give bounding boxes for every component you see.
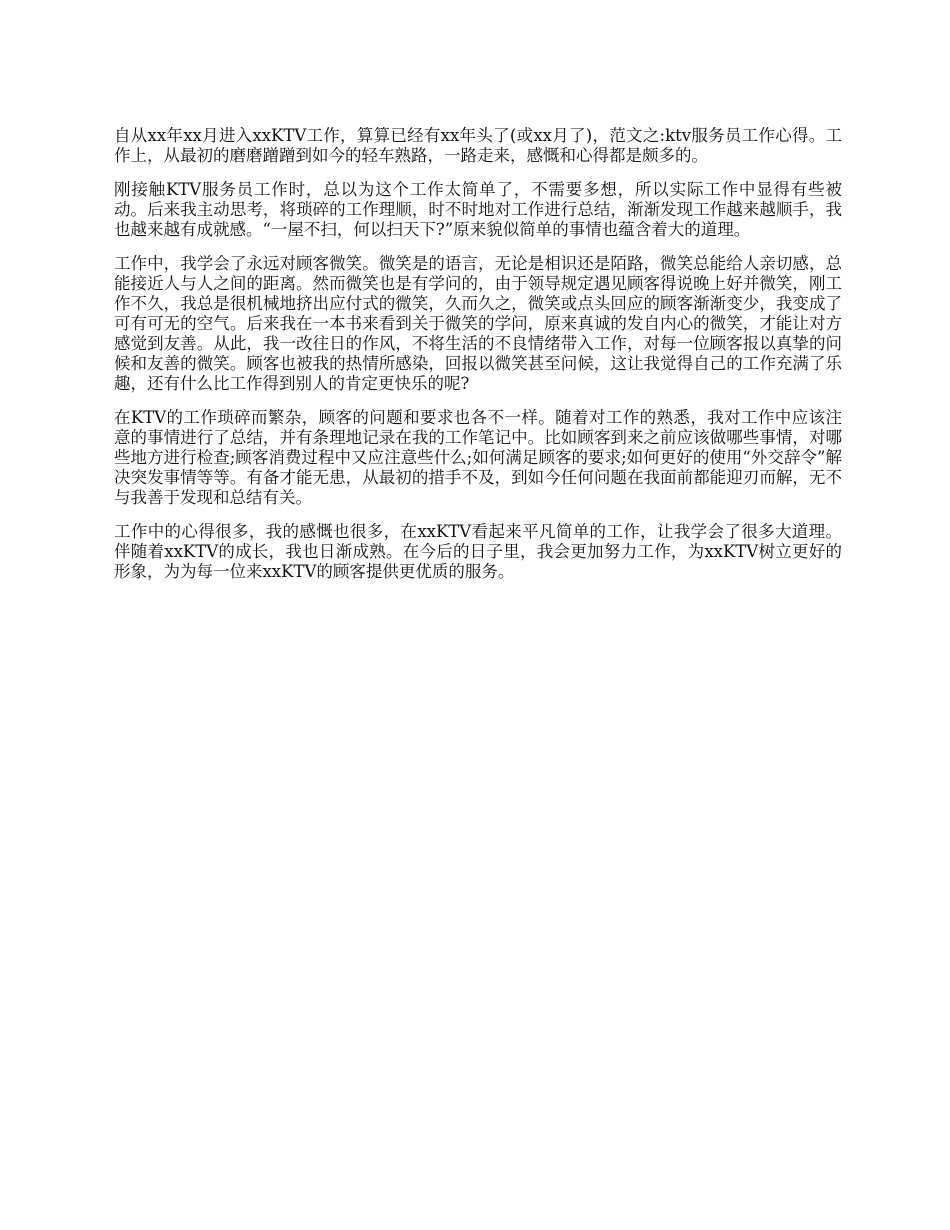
paragraph-smile: 工作中，我学会了永远对顾客微笑。微笑是的语言，无论是相识还是陌路，微笑总能给人亲切感，总能接近人与人之间的距离。然而微笑也是有学问的，由于领导规定遇见顾客得说晚上好并微笑，刚工作不久，我总是很机械地挤出应付式的微笑，久而久之，微笑或点头回应的顾客渐渐变少，我变成了可有可无的空气。后来我在一本书来看到关于微笑的学问，原来真诚的发自内心的微笑，才能让对方感觉到友善。从此，我一改往日的作风，不将生活的不良情绪带入工作，对每一位顾客报以真挚的问候和友善的微笑。顾客也被我的热情所感染，回报以微笑甚至问候，这让我觉得自己的工作充满了乐趣，还有什么比工作得到别人的肯定更快乐的呢? [114, 254, 842, 393]
paragraph-notes: 在KTV的工作琐碎而繁杂，顾客的问题和要求也各不一样。随着对工作的熟悉，我对工作中应该注意的事情进行了总结，并有条理地记录在我的工作笔记中。比如顾客到来之前应该做哪些事情，对哪些地方进行检查;顾客消费过程中又应注意些什么;如何满足顾客的要求;如何更好的使用“外交辞令”解决突发事情等等。有备才能无患，从最初的措手不及，到如今任何问题在我面前都能迎刃而解，无不与我善于发现和总结有关。 [114, 408, 842, 507]
paragraph-beginning: 刚接触KTV服务员工作时，总以为这个工作太简单了，不需要多想，所以实际工作中显得有些被动。后来我主动思考，将琐碎的工作理顺，时不时地对工作进行总结，渐渐发现工作越来越顺手，我也越来越有成就感。“一屋不扫，何以扫天下?”原来貌似简单的事情也蕴含着大的道理。 [114, 180, 842, 239]
document-body [114, 126, 842, 596]
paragraph-conclusion: 工作中的心得很多，我的感慨也很多，在xxKTV看起来平凡简单的工作，让我学会了很多大道理。伴随着xxKTV的成长，我也日渐成熟。在今后的日子里，我会更加努力工作，为xxKTV树立更好的形象，为为每一位来xxKTV的顾客提供更优质的服务。 [114, 522, 842, 581]
paragraph-intro: 自从xx年xx月进入xxKTV工作，算算已经有xx年头了(或xx月了)，范文之:ktv服务员工作心得。工作上，从最初的磨磨蹭蹭到如今的轻车熟路，一路走来，感慨和心得都是颇多的。 [114, 126, 842, 165]
